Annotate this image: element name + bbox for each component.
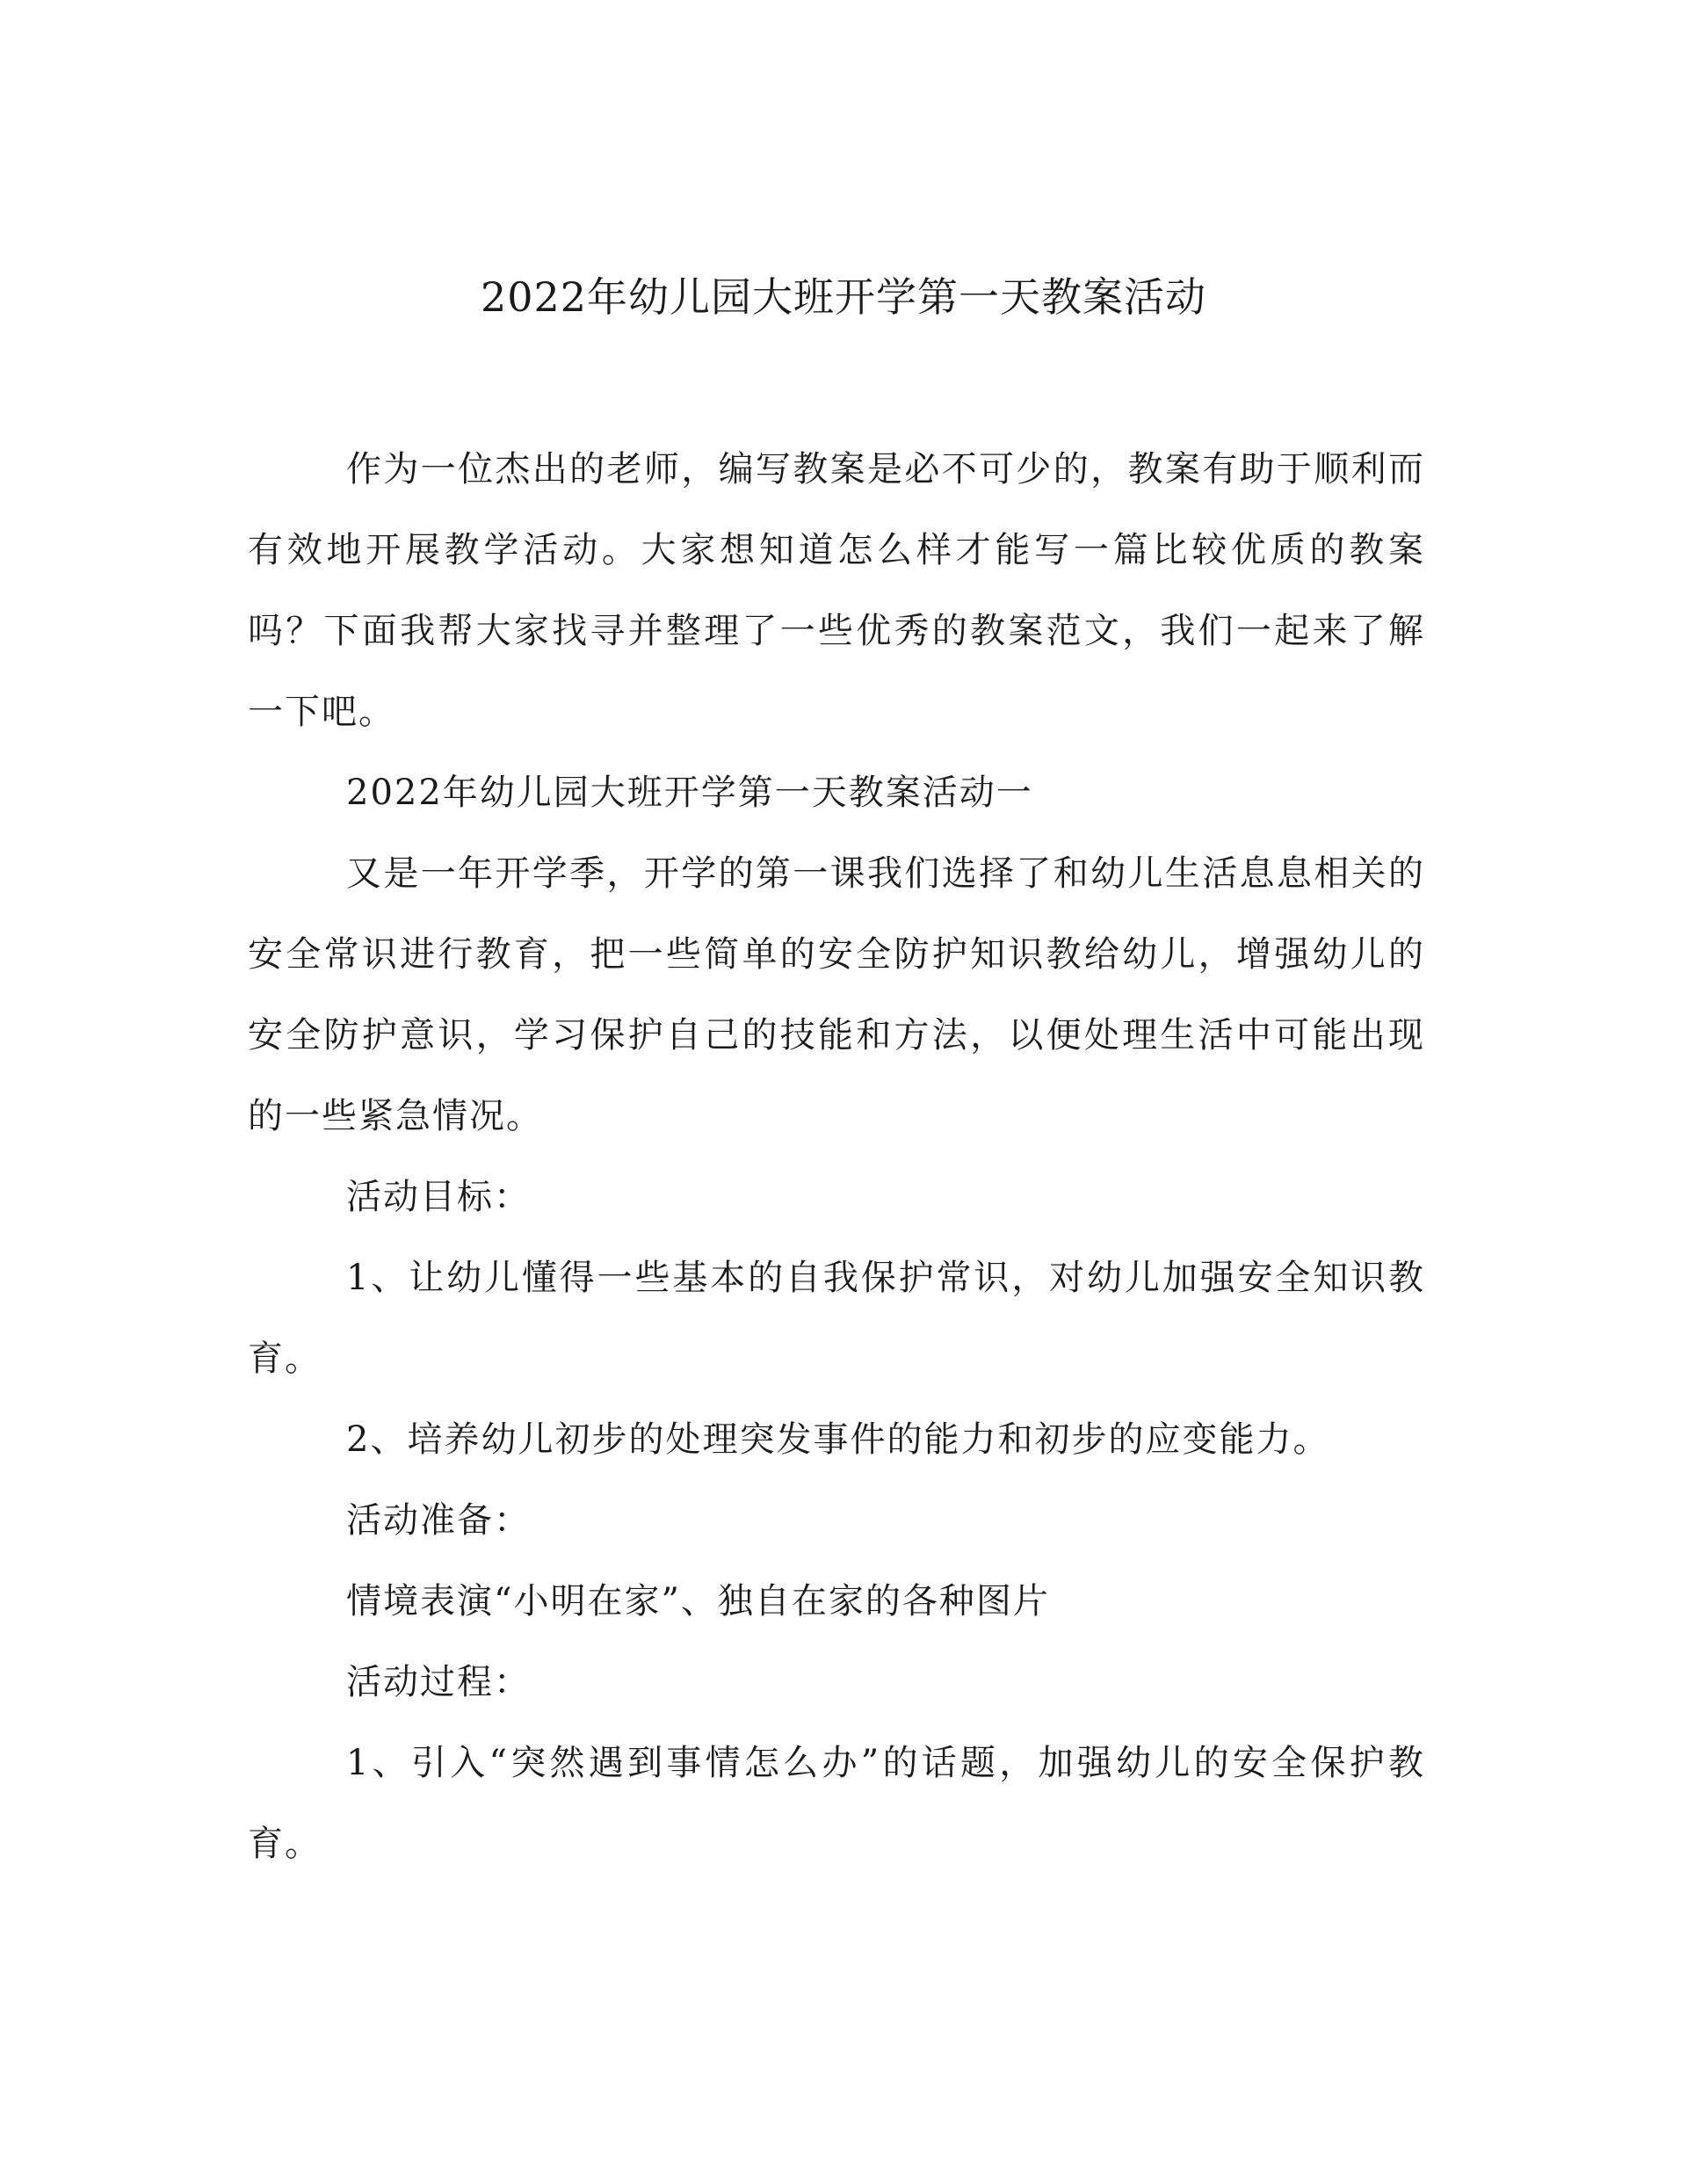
process-step-1: 1、引入“突然遇到事情怎么办”的话题，加强幼儿的安全保护教育。 bbox=[248, 1743, 1425, 1864]
lesson-intro-paragraph: 又是一年开学季，开学的第一课我们选择了和幼儿生活息息相关的安全常识进行教育，把一些简单的安全防护知识教给幼儿，增强幼儿的安全防护意识，学习保护自己的技能和方法，以便处理生活中可能出现的一些紧急情况。 bbox=[248, 853, 1425, 1136]
intro-paragraph: 作为一位杰出的老师，编写教案是必不可少的，教案有助于顺利而有效地开展教学活动。大家想知道怎么样才能写一篇比较优质的教案吗？下面我帮大家找寻并整理了一些优秀的教案范文，我们一起来了解一下吧。 bbox=[248, 449, 1425, 732]
section-heading: 2022年幼儿园大班开学第一天教案活动一 bbox=[346, 773, 1033, 813]
objectives-heading: 活动目标： bbox=[346, 1177, 531, 1217]
document-title: 2022年幼儿园大班开学第一天教案活动 bbox=[480, 273, 1207, 321]
objective-item-2: 2、培养幼儿初步的处理突发事件的能力和初步的应变能力。 bbox=[346, 1419, 1330, 1460]
preparation-heading: 活动准备： bbox=[346, 1500, 531, 1541]
process-heading: 活动过程： bbox=[346, 1662, 531, 1702]
document-body bbox=[248, 429, 1425, 1884]
preparation-text: 情境表演“小明在家”、独自在家的各种图片 bbox=[346, 1581, 1050, 1622]
objective-item-1: 1、让幼儿懂得一些基本的自我保护常识，对幼儿加强安全知识教育。 bbox=[248, 1258, 1425, 1379]
